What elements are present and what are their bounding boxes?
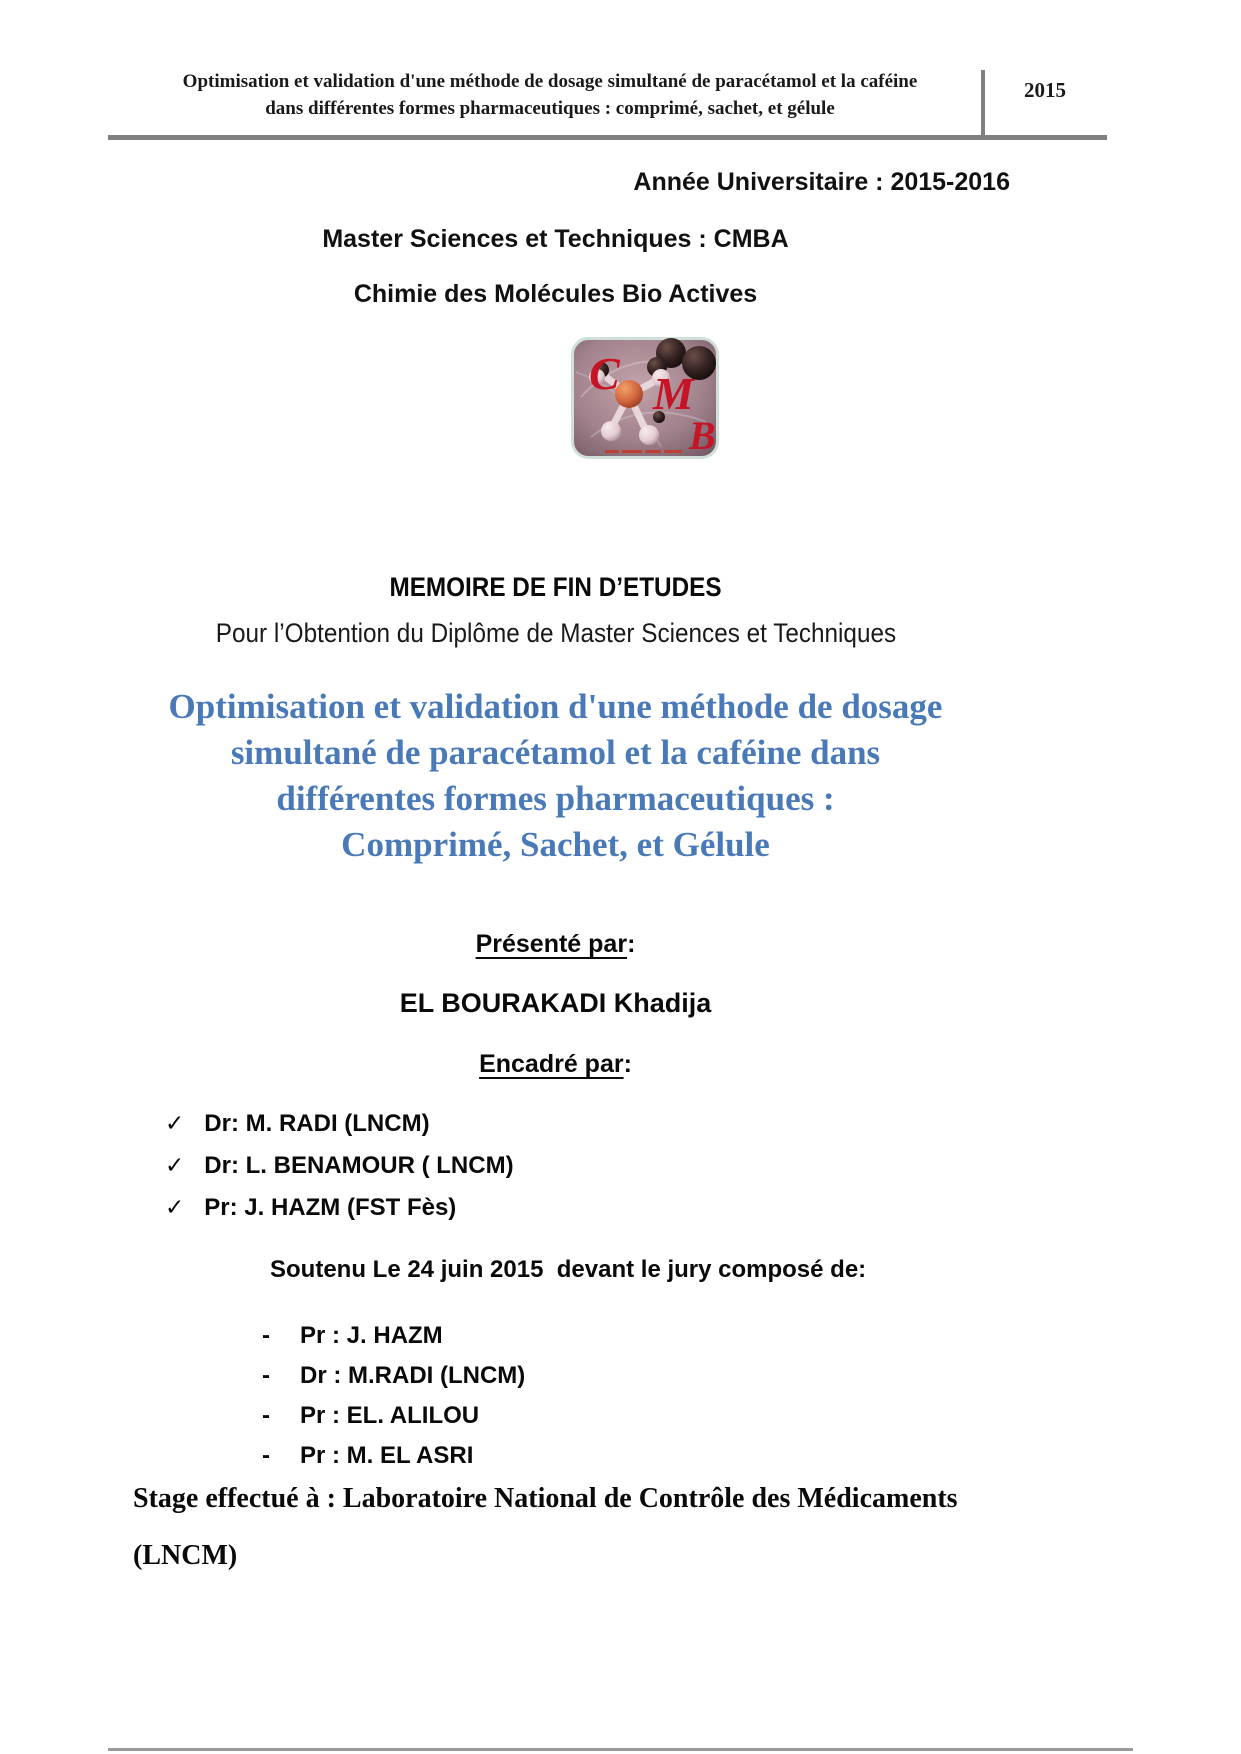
supervised-by-heading [113,1050,998,1079]
jury-item [262,1442,473,1470]
presented-by-heading [113,930,998,959]
defense-date-line: Soutenu Le 24 juin 2015 devant le jury composé de: [270,1256,867,1283]
header-horizontal-rule [108,135,1107,140]
main-title-line2: simultané de paracétamol et la caféine dans [230,733,881,772]
main-title-line4: Comprimé, Sachet, et Gélule [341,825,770,864]
checkmark-icon: ✓ [165,1195,185,1221]
header-year: 2015 [1024,78,1066,102]
cmb-logo-image [571,337,719,459]
main-title-line3: différentes formes pharmaceutiques : [276,779,835,818]
memoire-subheading [113,618,998,649]
jury-member-name: Pr : EL. ALILOU [300,1402,480,1429]
supervisor-name: Dr: M. RADI (LNCM) [204,1110,430,1137]
memoire-heading [113,572,998,603]
presented-by-label: Présenté par [475,930,628,958]
specialty-line: Chimie des Molécules Bio Actives [353,280,758,308]
checkmark-icon: ✓ [165,1111,185,1137]
cmb-program-logo [571,337,719,459]
checkmark-icon: ✓ [165,1153,185,1179]
jury-item [262,1322,443,1350]
master-program-line: Master Sciences et Techniques : CMBA [322,225,789,253]
list-dash: - [262,1362,270,1389]
supervisor-name: Pr: J. HAZM (FST Fès) [204,1194,457,1221]
supervisor-item [165,1110,430,1138]
jury-member-name: Pr : J. HAZM [300,1322,443,1349]
jury-member-name: Dr : M.RADI (LNCM) [300,1362,526,1389]
supervisor-name: Dr: L. BENAMOUR ( LNCM) [204,1152,514,1179]
header-title-line1: Optimisation et validation d'une méthode de dosage simultané de paracétamol et la caféine [182,71,918,92]
header-running-title [135,68,965,122]
main-title-line1: Optimisation et validation d'une méthode de dosage [168,687,943,726]
internship-location-line2: (LNCM) [133,1540,238,1571]
supervised-by-label: Encadré par [479,1050,624,1078]
academic-year: Année Universitaire : 2015-2016 [633,168,1010,196]
logo-letter-c: C [589,348,620,399]
memoire-subheading-text: Pour l’Obtention du Diplôme de Master Sciences et Techniques [215,618,896,648]
list-dash: - [262,1442,270,1469]
supervisor-item [165,1194,456,1222]
memoire-heading-text: MEMOIRE DE FIN D’ETUDES [389,572,722,602]
list-dash: - [262,1402,270,1429]
jury-item [262,1362,525,1390]
supervisor-item [165,1152,514,1180]
presented-by-colon: : [627,930,636,958]
internship-location-line1: Stage effectué à : Laboratoire National de Contrôle des Médicaments [133,1483,958,1514]
logo-letter-m: M [653,368,694,419]
supervised-by-colon: : [623,1050,632,1078]
header-title-line2: dans différentes formes pharmaceutiques : comprimé, sachet, et gélule [265,98,835,119]
main-title [113,684,998,868]
author-name: EL BOURAKADI Khadija [399,988,712,1018]
jury-member-name: Pr : M. EL ASRI [300,1442,474,1469]
jury-item [262,1402,479,1430]
logo-letter-b: B [689,413,716,458]
list-dash: - [262,1322,270,1349]
footer-horizontal-rule [108,1748,1133,1751]
